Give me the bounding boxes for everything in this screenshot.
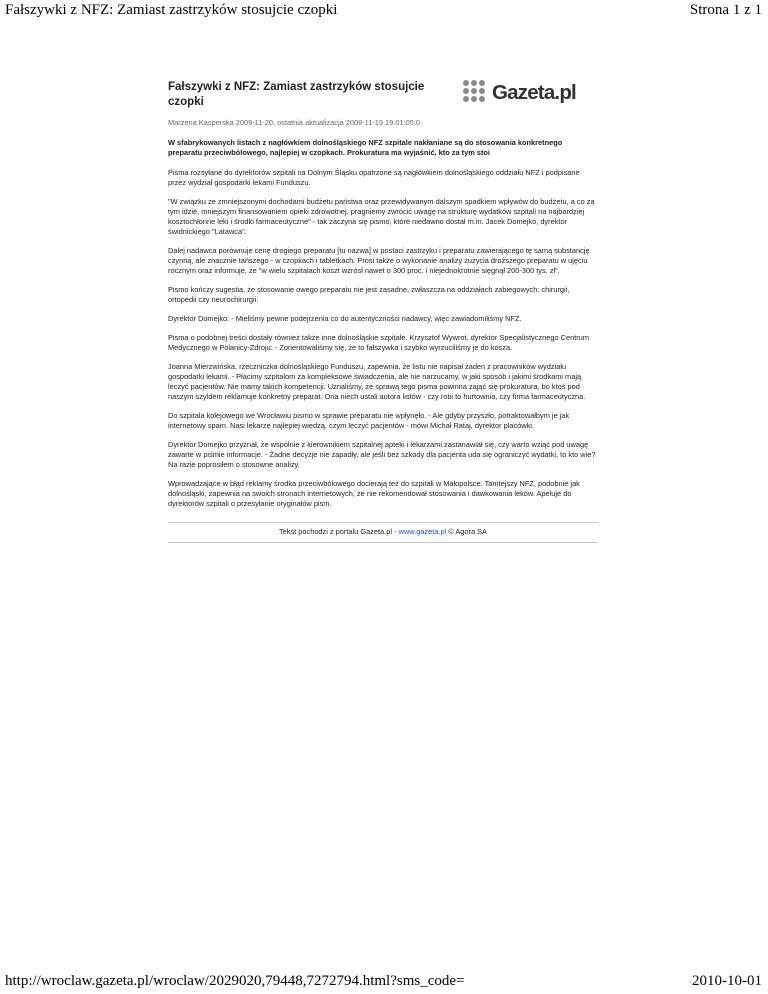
article [168, 70, 598, 543]
article-lead: W sfabrykowanych listach z nagłówkiem dolnośląskiego NFZ szpitale nakłaniane są do stosowania konkretnego preparatu przeciwbólowego, najlepiej w czopkach. Prokuratura ma wyjaśnić, kto za tym stoi [168, 138, 563, 157]
print-footer [0, 971, 768, 991]
article-paragraph: "W związku ze zmniejszonymi dochodami budżetu państwa oraz przewidywanym dalszym spadkiem wpływów do budżetu, a co za tym idzie, mniejszym finansowaniem opieki zdrowotnej, pragniemy zwrócić uwagę na strukturę wydatków szpitali na najbardziej kosztochłonne leki i środki farmaceutyczne" - tak zaczyna się pismo, które niedawno dostał m.in. Jacek Domejko, dyrektor świdnickiego "Latawca". [168, 197, 595, 236]
article-paragraph: Dyrektor Domejko: - Mieliśmy pewne podejrzenia co do autentyczności nadawcy, więc zawiadomiliśmy NFZ. [168, 314, 522, 323]
article-title: Fałszywki z NFZ: Zamiast zastrzyków stosujcie czopki [168, 81, 425, 108]
print-footer-date: 2010-10-01 [692, 973, 762, 989]
gazeta-logo [463, 78, 603, 108]
source-suffix: © Agora SA [448, 527, 487, 536]
print-page-number: Strona 1 z 1 [689, 2, 762, 18]
article-paragraph: Dyrektor Domejko przyznał, że wspólnie z kierownikiem szpitalnej apteki i lekarzami zastanawiał się, czy warto wziąć pod uwagę zawarte w piśmie informacje. - Żadne decyzje nie zapadły, ale jeśli bez szkody dla pacjenta uda się ograniczyć wydatki, to kto wie? Na razie poprosiłem o stosowne analizy. [168, 440, 596, 469]
article-paragraph: Joanna Mierzwińska, rzeczniczka dolnośląskiego Funduszu, zapewnia, że listu nie napisał żaden z pracowników wydziału gospodarki lekami. - Płacimy szpitalom za kompleksowe świadczenia, ale nie narzucamy, w jaki sposób i jakimi środkami mają leczyć pacjentów. Nie mamy takich kompetencji. Uznaliśmy, że sprawą tego pisma powinna zająć się prokuratura, bo ktoś pod naszym szyldem reklamuje konkretny preparat. Ona niech ustali autora listów - czy robi to hurtownia, czy firma farmaceutyczna. [168, 362, 586, 401]
logo-text: Gazeta.pl [492, 81, 576, 104]
article-header [168, 70, 598, 114]
print-header-title: Fałszywki z NFZ: Zamiast zastrzyków stosujcie czopki [5, 2, 338, 18]
article-meta: Marzena Kasperska 2009-11-20, ostatnia aktualizacja 2009-11-19 19:01:05.0 [168, 118, 420, 127]
source-note [168, 522, 598, 543]
source-prefix: Tekst pochodzi z portalu Gazeta.pl - [278, 527, 397, 536]
print-footer-url: http://wroclaw.gazeta.pl/wroclaw/2029020,79448,7272794.html?sms_code= [5, 973, 465, 989]
article-paragraph: Dalej nadawca porównuje cenę drogiego preparatu [tu nazwa] w postaci zastrzyku i preparatu zawierającego tę samą substancję czynną, ale znacznie tańszego - w czopkach i tabletkach. Prosi także o wykonanie analizy zużycia droższego preparatu w ujęciu rocznym oraz informuje, że "w wielu szpitalach koszt wzrósł nawet o 300 proc. i niejednokrotnie sięgnął 200-300 tys. zł". [168, 246, 590, 275]
gazeta-link[interactable]: www.gazeta.pl [398, 527, 447, 536]
article-paragraph: Pisma rozsyłane do dyrektorów szpitali na Dolnym Śląsku opatrzone są nagłówkiem dolnośląskiego oddziału NFZ i podpisane przez wydział gospodarki lekami Funduszu. [168, 168, 580, 187]
article-paragraph: Wprowadzające w błąd reklamy środka przeciwbólowego docierają też do szpitali w Małopolsce. Tamtejszy NFZ, podobnie jak dolnośląski, zapewnia na swoich stronach internetowych, że nie rekomendował stosowania i dawkowania leków. Apeluje do dyrektorów szpitali o przesyłanie oryginałów pism. [168, 479, 580, 508]
print-header [0, 0, 768, 20]
article-paragraph: Do szpitala kolejowego we Wrocławiu pismo w sprawie preparatu nie wpłynęło. - Ale gdyby przyszło, potraktowałbym je jak internetowy spam. Nasi lekarze najlepiej wiedzą, czym leczyć pacjentów - mówi Michał Rataj, dyrektor placówki. [168, 411, 570, 430]
article-paragraph: Pisma o podobnej treści dostały również także inne dolnośląskie szpitale. Krzysztof Wywrot, dyrektor Specjalistycznego Centrum Medycznego w Polanicy-Zdroju: - Zorientowaliśmy się, że to fałszywka i szybko wyrzuciliśmy je do kosza. [168, 333, 589, 352]
article-paragraph: Pismo kończy sugestia, że stosowanie owego preparatu nie jest zasadne, zwłaszcza na oddziałach zabiegowych: chirurgii, ortopedii czy neurochirurgii. [168, 285, 570, 304]
